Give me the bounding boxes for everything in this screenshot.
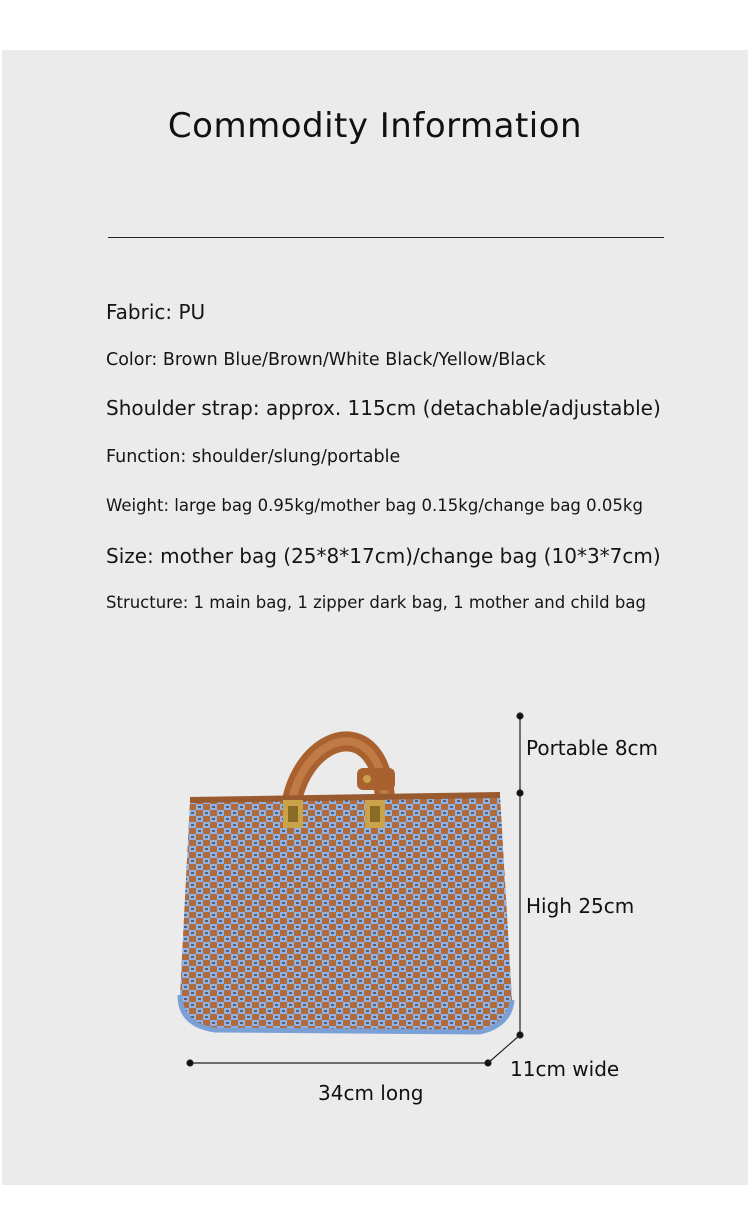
page-title: Commodity Information [167, 106, 583, 146]
spec-structure: Structure: 1 main bag, 1 zipper dark bag, 1 mother and child bag [106, 593, 646, 612]
spec-color: Color: Brown Blue/Brown/White Black/Yellow/Black [106, 350, 546, 370]
spec-function: Function: shoulder/slung/portable [106, 447, 401, 467]
dimension-wide: 11cm wide [510, 1057, 620, 1081]
spec-size: Size: mother bag (25*8*17cm)/change bag (10*3*7cm) [106, 544, 661, 568]
dimension-portable: Portable 8cm [526, 736, 659, 760]
bag-body [180, 795, 512, 1032]
spec-shoulder-strap: Shoulder strap: approx. 115cm (detachable/adjustable) [106, 396, 661, 420]
dimension-long: 34cm long [318, 1081, 424, 1105]
spec-weight: Weight: large bag 0.95kg/mother bag 0.15kg/change bag 0.05kg [106, 496, 643, 515]
spec-fabric: Fabric: PU [106, 300, 206, 324]
dimension-high: High 25cm [526, 894, 635, 918]
